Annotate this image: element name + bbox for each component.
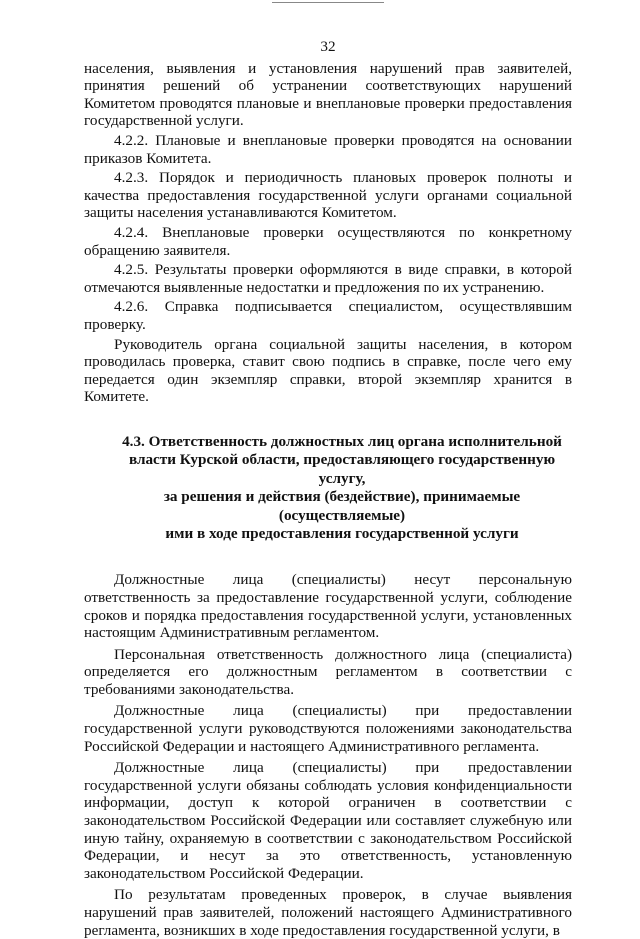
paragraph-4-2-6: 4.2.6. Справка подписывается специалистом, осуществлявшим проверку. (84, 298, 572, 333)
paragraph-confidentiality: Должностные лица (специалисты) при предоставлении государственной услуги обязаны соблюдать условия конфиденциальности информации, доступ к которой ограничен в соответствии с законодательством Российской Федерации или составляет служебную или иную тайну, охраняемую в соответствии с законодательством Российской Федерации, и несут за это ответственность, установленную законодательством Российской Федерации. (84, 759, 572, 882)
paragraph-4-2-4: 4.2.4. Внеплановые проверки осуществляются по конкретному обращению заявителя. (84, 223, 572, 259)
heading-line: ими в ходе предоставления государственной услуги (165, 524, 519, 542)
paragraph-continuation: населения, выявления и установления нарушений прав заявителей, принятия решений об устранении соответствующих нарушений Комитетом проводятся плановые и внеплановые проверки предоставления государственной услуги. (84, 59, 572, 130)
document-page (84, 38, 572, 939)
scan-artifact-line (272, 2, 384, 3)
paragraph-4-2-5: 4.2.5. Результаты проверки оформляются в виде справки, в которой отмечаются выявленные недостатки и предложения по их устранению. (84, 261, 572, 296)
page-number: 32 (320, 38, 336, 55)
paragraph-4-2-3: 4.2.3. Порядок и периодичность плановых проверок полноты и качества предоставления государственной услуги органами социальной защиты населения устанавливаются Комитетом. (84, 169, 572, 222)
heading-line: за решения и действия (бездействие), принимаемые (осуществляемые) (163, 488, 521, 524)
paragraph-inspection-results: По результатам проведенных проверок, в случае выявления нарушений прав заявителей, положений настоящего Административного регламента, возникших в ходе предоставления государственной услуги, в (84, 886, 572, 939)
paragraph-supervisor: Руководитель органа социальной защиты населения, в котором проводилась проверка, ставит свою подпись в справке, после чего ему передается один экземпляр справки, второй экземпляр хранится в Комитете. (84, 335, 572, 406)
paragraph-legislation: Должностные лица (специалисты) при предоставлении государственной услуги руководствуются положениями законодательства Российской Федерации и настоящего Административного регламента. (84, 702, 572, 755)
paragraph-personal-responsibility: Должностные лица (специалисты) несут персональную ответственность за предоставление государственной услуги, соблюдение сроков и порядка предоставления государственной услуги, установленных настоящим Административным регламентом. (84, 571, 572, 642)
paragraph-4-2-2: 4.2.2. Плановые и внеплановые проверки проводятся на основании приказов Комитета. (84, 131, 572, 167)
paragraph-job-regulation: Персональная ответственность должностного лица (специалиста) определяется его должностным регламентом в соответствии с требованиями законодательства. (84, 645, 572, 698)
heading-line: власти Курской области, предоставляющего государственную услугу, (128, 451, 556, 487)
heading-line: 4.3. Ответственность должностных лиц органа исполнительной (122, 432, 562, 450)
section-heading-4-3 (84, 433, 572, 543)
